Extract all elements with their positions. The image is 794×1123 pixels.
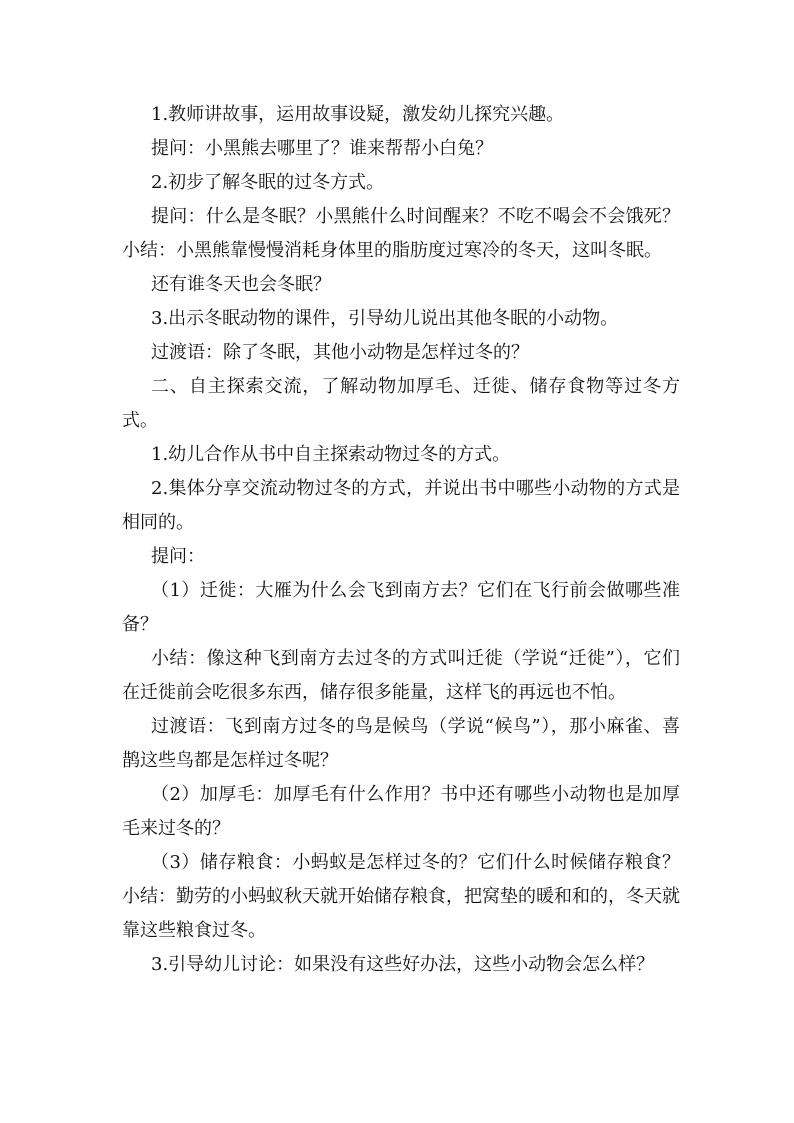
paragraph-thick-fur: （2）加厚毛：加厚毛有什么作用？书中还有哪些小动物也是加厚毛来过冬的？	[122, 784, 680, 839]
paragraph-discussion: 3.引导幼儿讨论：如果没有这些好办法，这些小动物会怎么样？	[151, 954, 655, 975]
paragraph-who-hibernates: 还有谁冬天也会冬眠？	[151, 274, 331, 295]
paragraph-question-bear: 提问：小黑熊去哪里了？谁来帮帮小白兔？	[151, 138, 493, 159]
paragraph-transition-1: 过渡语：除了冬眠，其他小动物是怎样过冬的？	[151, 342, 529, 363]
paragraph-store-food: （3）储存粮食：小蚂蚁是怎样过冬的？它们什么时候储存粮食？小结：勤劳的小蚂蚁秋天就开始储存粮食，把窝垫的暖和和的，冬天就靠这些粮食过冬。	[122, 852, 680, 941]
document-body	[122, 98, 680, 982]
paragraph-hibernation-intro: 2.初步了解冬眠的过冬方式。	[151, 172, 385, 193]
paragraph-show-courseware: 3.出示冬眠动物的课件，引导幼儿说出其他冬眠的小动物。	[151, 308, 619, 329]
paragraph-question-label: 提问：	[151, 546, 205, 567]
paragraph-migration: （1）迁徙：大雁为什么会飞到南方去？它们在飞行前会做哪些准备？	[122, 580, 680, 635]
paragraph-hibernation-question: 提问：什么是冬眠？小黑熊什么时间醒来？不吃不喝会不会饿死？小结：小黑熊靠慢慢消耗身体里的脂肪度过寒冷的冬天，这叫冬眠。	[122, 206, 680, 261]
paragraph-migration-summary: 小结：像这种飞到南方去过冬的方式叫迁徙（学说“迁徙”），它们在迁徙前会吃很多东西，储存很多能量，这样飞的再远也不怕。	[122, 648, 680, 703]
paragraph-share-methods: 2.集体分享交流动物过冬的方式，并说出书中哪些小动物的方式是相同的。	[122, 478, 680, 533]
paragraph-transition-2: 过渡语：飞到南方过冬的鸟是候鸟（学说“候鸟”），那小麻雀、喜鹊这些鸟都是怎样过冬呢？	[122, 716, 680, 771]
paragraph-section-two: 二、自主探索交流，了解动物加厚毛、迁徙、储存食物等过冬方式。	[122, 376, 680, 431]
paragraph-story-intro: 1.教师讲故事，运用故事设疑，激发幼儿探究兴趣。	[151, 104, 565, 125]
paragraph-explore-book: 1.幼儿合作从书中自主探索动物过冬的方式。	[151, 444, 511, 465]
